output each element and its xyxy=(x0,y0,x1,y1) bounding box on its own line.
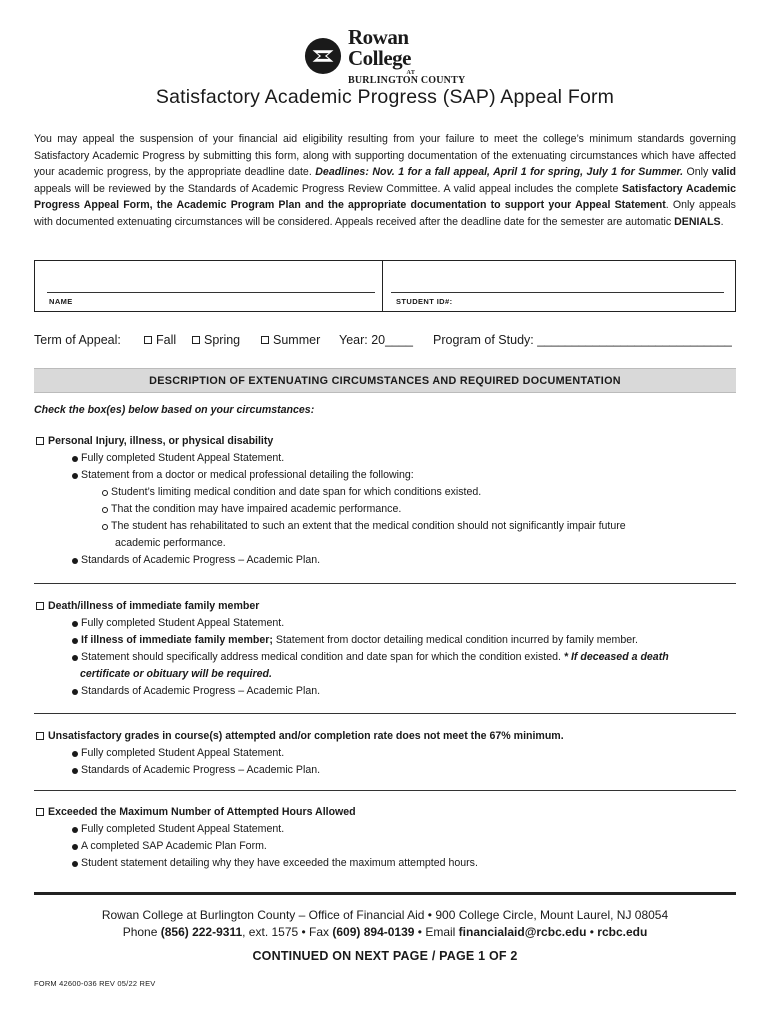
list-item xyxy=(36,450,736,467)
denials-text: DENIALS xyxy=(674,215,721,228)
illness-condition-text: If illness of immediate family member; xyxy=(81,634,273,646)
death-heading: Death/illness of immediate family member xyxy=(48,600,260,612)
term-label: Term of Appeal: xyxy=(34,333,121,347)
grades-heading: Unsatisfactory grades in course(s) attempted and/or completion rate does not meet the 67% minimum. xyxy=(48,730,564,742)
fall-option[interactable] xyxy=(144,333,176,347)
rowan-emblem-icon xyxy=(304,37,342,75)
email-link[interactable]: financialaid@rcbc.edu xyxy=(458,925,587,939)
footer-divider xyxy=(34,892,736,895)
injury-checkbox[interactable] xyxy=(36,437,44,445)
form-number: FORM 42600-036 REV 05/22 REV xyxy=(34,979,156,988)
section-header: DESCRIPTION OF EXTENUATING CIRCUMSTANCES AND REQUIRED DOCUMENTATION xyxy=(34,368,736,393)
list-item-text: Fully completed Student Appeal Statement. xyxy=(81,452,285,464)
sub-item xyxy=(36,518,736,535)
sub-item-continued: academic performance. xyxy=(115,537,226,549)
intro-paragraph xyxy=(34,131,736,231)
certificate-note: certificate or obituary will be required. xyxy=(80,668,272,680)
summer-option[interactable] xyxy=(261,333,320,347)
sub-item xyxy=(36,501,736,518)
logo-at: AT xyxy=(406,69,416,76)
logo-name: Rowan College xyxy=(348,24,411,70)
death-block xyxy=(36,598,736,700)
student-id-label: STUDENT ID#: xyxy=(396,297,453,306)
sub-item-text: Student’s limiting medical condition and date span for which conditions existed. xyxy=(111,486,482,498)
grades-option[interactable] xyxy=(36,728,736,745)
fax-number: (609) 894-0139 xyxy=(332,925,415,939)
footer-address: Rowan College at Burlington County – Office of Financial Aid • 900 College Circle, Mount Laurel, NJ 08054 xyxy=(101,908,669,922)
sub-item-text: That the condition may have impaired academic performance. xyxy=(111,503,402,515)
list-item-continued xyxy=(36,666,736,683)
logo-wordmark xyxy=(348,24,474,86)
field-divider xyxy=(382,261,383,311)
year-field[interactable]: Year: 20____ xyxy=(339,333,413,347)
instruction-text: Check the box(es) below based on your circumstances: xyxy=(34,404,315,416)
deceased-note: * If deceased a death xyxy=(563,651,669,663)
list-item xyxy=(36,615,736,632)
list-item-text: Student statement detailing why they have exceeded the maximum attempted hours. xyxy=(81,857,478,869)
list-item xyxy=(36,552,736,569)
divider-1 xyxy=(34,583,736,584)
intro-text-3: appeals will be reviewed by the Standards of Academic Progress Review Committee. A valid appeal includes the complete xyxy=(34,182,623,195)
list-item xyxy=(36,632,736,649)
summer-label: Summer xyxy=(273,333,321,347)
list-item xyxy=(36,683,736,700)
death-checkbox[interactable] xyxy=(36,602,44,610)
continued-note: CONTINUED ON NEXT PAGE / PAGE 1 OF 2 xyxy=(252,949,518,963)
footer-contact xyxy=(0,925,770,939)
list-item xyxy=(36,745,736,762)
list-item xyxy=(36,855,736,872)
list-item xyxy=(36,762,736,779)
list-item-text: Statement from a doctor or medical professional detailing the following: xyxy=(81,469,414,481)
summer-checkbox[interactable] xyxy=(261,336,269,344)
list-item-text: Statement from doctor detailing medical condition incurred by family member. xyxy=(272,634,638,646)
grades-block xyxy=(36,728,736,779)
logo-county: BURLINGTON COUNTY xyxy=(348,74,466,86)
list-item-text: Fully completed Student Appeal Statement. xyxy=(81,617,285,629)
list-item xyxy=(36,821,736,838)
student-info-box xyxy=(34,260,736,312)
fax-label: , ext. 1575 • Fax xyxy=(242,925,333,939)
list-item-text: A completed SAP Academic Plan Form. xyxy=(81,840,267,852)
divider-2 xyxy=(34,713,736,714)
name-field[interactable] xyxy=(47,292,375,293)
required-docs-text: Satisfactory Academic Progress Appeal Form, the Academic Program Plan and the appropriate documentation to support your Appeal Statement xyxy=(34,182,737,212)
grades-checkbox[interactable] xyxy=(36,732,44,740)
list-item-text: Fully completed Student Appeal Statement. xyxy=(81,747,285,759)
list-item xyxy=(36,838,736,855)
valid-text: valid xyxy=(711,166,736,179)
spring-label: Spring xyxy=(204,333,241,347)
intro-text-4: . Only appeals with documented extenuating circumstances will be considered. Appeals received after the deadline date for the semester are automatic xyxy=(34,199,736,228)
list-item xyxy=(36,467,736,484)
college-logo xyxy=(304,24,474,86)
separator: • xyxy=(586,925,598,939)
list-item-text: Standards of Academic Progress – Academic Plan. xyxy=(81,764,321,776)
phone-number: (856) 222-9311 xyxy=(160,925,243,939)
spring-option[interactable] xyxy=(192,333,240,347)
intro-text-2: Only xyxy=(683,166,712,179)
list-item-text: Standards of Academic Progress – Academic Plan. xyxy=(81,554,321,566)
fall-label: Fall xyxy=(156,333,177,347)
divider-3 xyxy=(34,790,736,791)
hours-block xyxy=(36,804,736,872)
hours-checkbox[interactable] xyxy=(36,808,44,816)
name-label: NAME xyxy=(49,297,73,306)
sub-item xyxy=(36,484,736,501)
deadlines-text: Deadlines: Nov. 1 for a fall appeal, April 1 for spring, July 1 for Summer. xyxy=(315,166,684,179)
injury-option[interactable] xyxy=(36,433,736,450)
sub-item-text: The student has rehabilitated to such an extent that the medical condition should not significantly impair future xyxy=(111,520,626,532)
injury-heading: Personal Injury, illness, or physical disability xyxy=(48,435,274,447)
list-item xyxy=(36,649,736,666)
list-item-text: Statement should specifically address medical condition and date span for which the condition existed. xyxy=(81,651,564,663)
program-of-study-field[interactable]: Program of Study: ____________________________ xyxy=(433,333,732,347)
email-label: • Email xyxy=(414,925,459,939)
hours-option[interactable] xyxy=(36,804,736,821)
injury-block xyxy=(36,433,736,569)
phone-label: Phone xyxy=(122,925,161,939)
hours-heading: Exceeded the Maximum Number of Attempted Hours Allowed xyxy=(48,806,356,818)
list-item-text: Fully completed Student Appeal Statement. xyxy=(81,823,285,835)
student-id-field[interactable] xyxy=(391,292,724,293)
spring-checkbox[interactable] xyxy=(192,336,200,344)
intro-text-5: . xyxy=(720,215,724,228)
form-title: Satisfactory Academic Progress (SAP) Appeal Form xyxy=(155,86,615,108)
intro-text-1: You may appeal the suspension of your financial aid eligibility resulting from your failure to meet the college’s minimum standards governing Satisfactory Academic Progress by submitting this form, along with supporting documentation of the extenuating circumstances which have affected your academic progress, by the appropriate deadline date. xyxy=(34,133,736,179)
death-option[interactable] xyxy=(36,598,736,615)
website-link[interactable]: rcbc.edu xyxy=(597,925,648,939)
list-item-text: Standards of Academic Progress – Academic Plan. xyxy=(81,685,321,697)
fall-checkbox[interactable] xyxy=(144,336,152,344)
